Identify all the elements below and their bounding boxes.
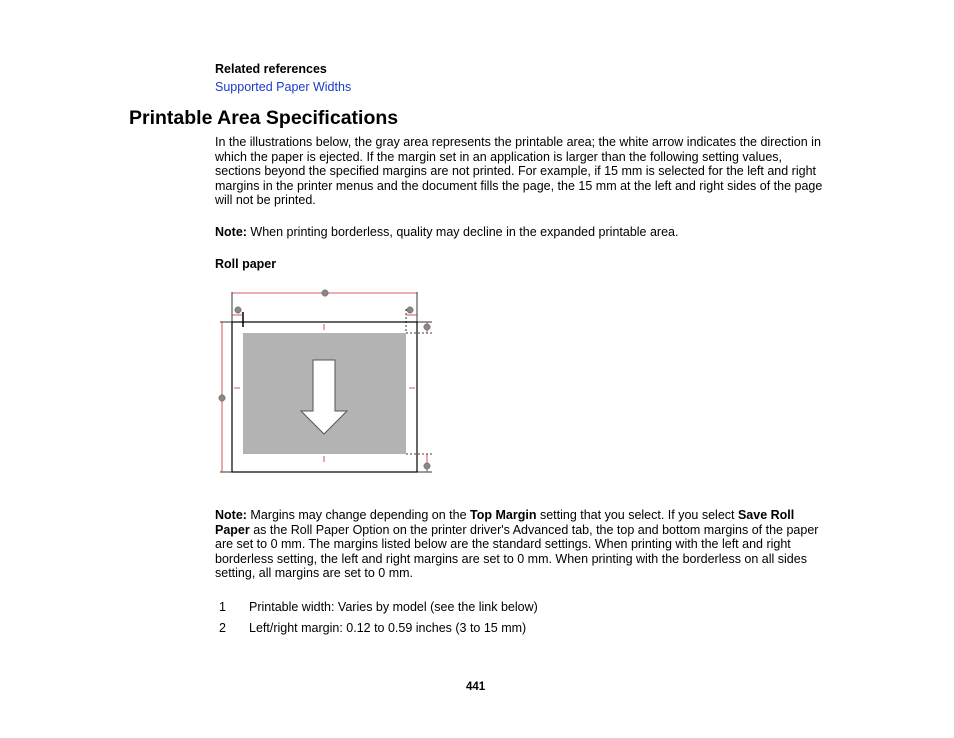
callout-4	[424, 324, 430, 330]
supported-paper-widths-link[interactable]: Supported Paper Widths	[215, 80, 352, 94]
list-item-number: 2	[219, 621, 226, 635]
list-item	[219, 621, 226, 635]
note-label: Note:	[215, 225, 247, 239]
list-item-text: Left/right margin: 0.12 to 0.59 inches (3 to 15 mm)	[249, 621, 527, 635]
callout-5	[219, 395, 225, 401]
callout-2	[235, 307, 241, 313]
page-title: Printable Area Specifications	[129, 107, 399, 129]
list-item	[219, 600, 226, 614]
roll-paper-diagram	[210, 283, 440, 483]
callout-1	[322, 290, 328, 296]
list-item-number: 1	[219, 600, 226, 614]
note-margins: Note: Margins may change depending on the Top Margin setting that you select. If you select Save Roll Paper as the Roll Paper Option on the printer driver's Advanced tab, the top and bottom margins of the paper are set to 0 mm. The margins listed below are the standard settings. When printing with the left and right borderless setting, the left and right margins are set to 0 mm. When printing with the borderless on all sides setting, all margins are set to 0 mm.	[215, 508, 819, 581]
page-number: 441	[466, 681, 486, 693]
intro-paragraph: In the illustrations below, the gray area represents the printable area; the white arrow indicates the direction in which the paper is ejected. If the margin set in an application is larger than the following setting values, sections beyond the specified margins are not printed. For example, if 15 mm is selected for the left and right margins in the printer menus and the document fills the page, the 15 mm at the left and right sides of the page will not be printed.	[215, 135, 823, 208]
save-roll-paper-term: Save Roll Paper	[215, 508, 795, 537]
top-margin-term: Top Margin	[470, 508, 537, 522]
callout-6	[424, 463, 430, 469]
list-item-text: Printable width: Varies by model (see the link below)	[249, 600, 538, 614]
note-borderless	[215, 225, 827, 240]
callout-3	[407, 307, 413, 313]
note-text: When printing borderless, quality may decline in the expanded printable area.	[246, 225, 679, 239]
roll-paper-heading: Roll paper	[215, 257, 277, 271]
note-label: Note:	[215, 508, 247, 522]
related-references-heading: Related references	[215, 62, 327, 76]
